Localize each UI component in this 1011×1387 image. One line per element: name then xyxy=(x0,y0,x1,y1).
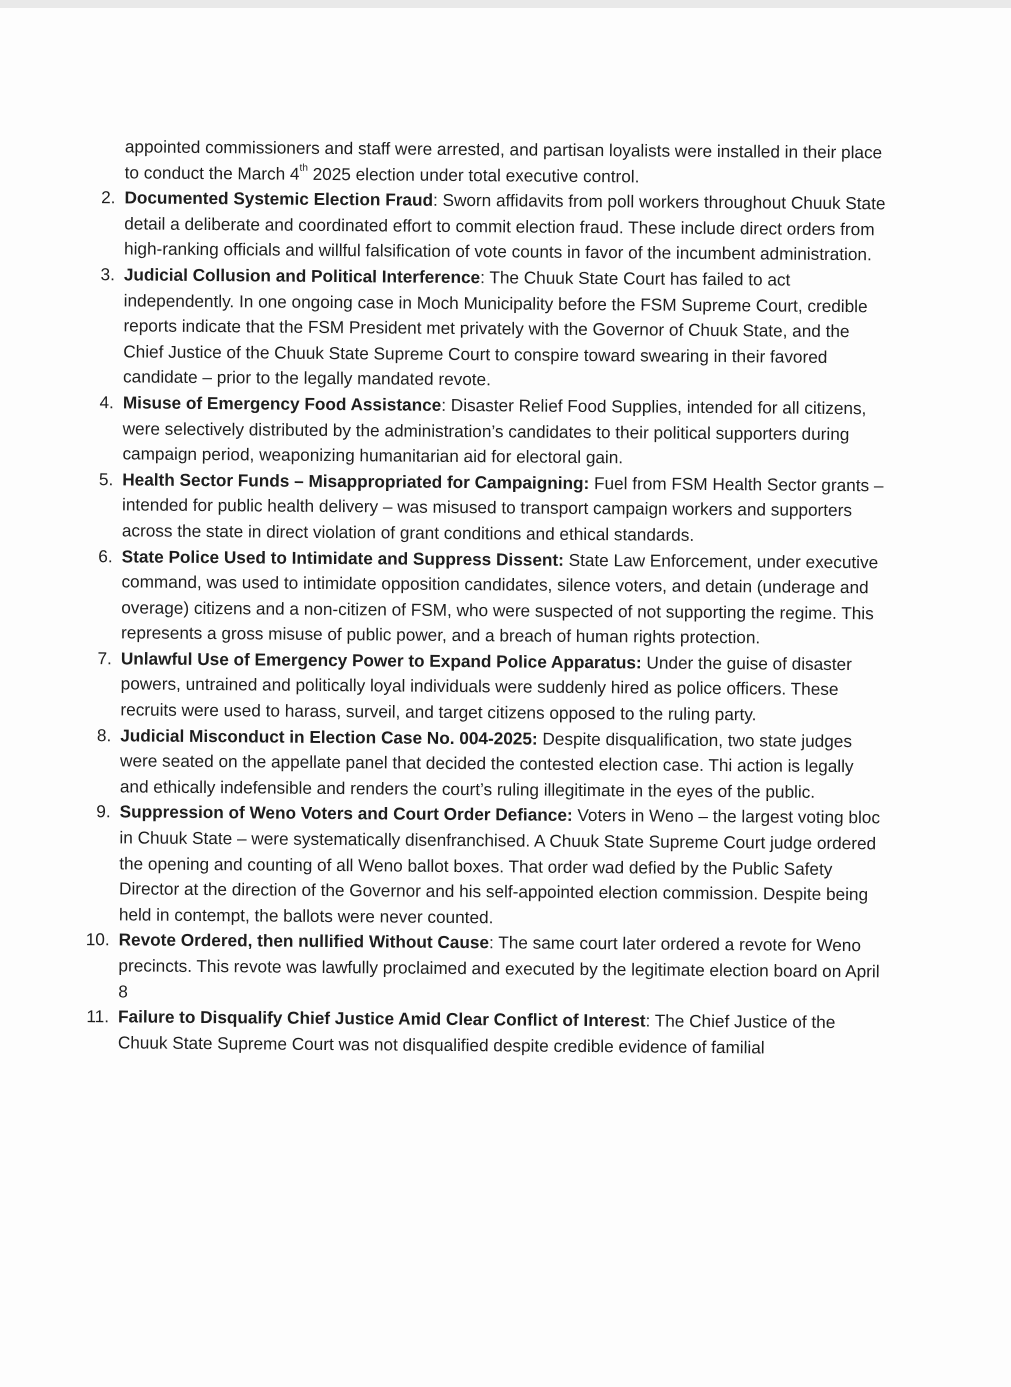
item-heading: State Police Used to Intimidate and Suppress Dissent: xyxy=(121,545,564,570)
continuation-paragraph xyxy=(125,134,888,191)
list-item xyxy=(73,646,884,729)
item-text: Voters in Weno – the largest voting bloc in Chuuk State – were systematically disenfranchised. A Chuuk State Supreme Court judge ordered the opening and counting of all Weno ballot boxes. That order wad defied by the Public Safety Director at the direction of the Governor and his self-appointed election commission. Despite being held in contempt, the ballots were never counted. xyxy=(118,805,881,928)
item-text: : The Chuuk State Court has failed to act independently. In one ongoing case in Moch Municipality before the FSM Supreme Court, credible reports indicate that the FSM President met privately with the Governor of Chuuk State, and the Chief Justice of the Chuuk State Supreme Court to conspire toward swearing in their favored candidate – prior to the legally mandated revote. xyxy=(123,267,868,390)
allegations-list xyxy=(71,185,888,1062)
item-number: 7. xyxy=(97,648,112,669)
item-heading: Documented Systemic Election Fraud xyxy=(124,187,434,210)
item-number: 9. xyxy=(96,801,111,822)
list-item xyxy=(75,467,886,550)
item-number: 11. xyxy=(86,1006,110,1027)
item-number: 4. xyxy=(99,392,114,413)
item-number: 10. xyxy=(85,929,110,950)
list-item xyxy=(71,927,882,1010)
item-number: 3. xyxy=(100,264,115,285)
item-number: 8. xyxy=(96,724,112,745)
list-item xyxy=(76,262,887,396)
item-heading: Unlawful Use of Emergency Power to Expand Police Apparatus: xyxy=(120,648,642,673)
item-number: 6. xyxy=(98,545,113,566)
item-number: 5. xyxy=(98,468,114,490)
list-item xyxy=(73,723,884,806)
item-text: Despite disqualification, two state judges were seated on the appellate panel that decided the contested election case. Thi action is legally and ethically indefensible and renders the court’s ruling illegitimate in the eyes of the public. xyxy=(119,728,854,802)
list-item xyxy=(74,543,885,652)
item-number: 2. xyxy=(101,187,116,208)
item-text: Under the guise of disaster powers, untrained and politically loyal individuals were suddenly hired as police officers. These recruits were used to harass, surveil, and target citizens opposed to the ruling party. xyxy=(120,652,852,725)
item-text: : Disaster Relief Food Supplies, intended for all citizens, were selectively distributed by the administration’s candidates to their political supporters during campaign period, weaponizing humanitarian aid for electoral gain. xyxy=(122,394,867,468)
item-heading: Misuse of Emergency Food Assistance xyxy=(122,392,442,415)
item-heading: Failure to Disqualify Chief Justice Amid Clear Conflict of Interest xyxy=(117,1006,646,1031)
item-heading: Suppression of Weno Voters and Court Order Defiance: xyxy=(119,801,573,826)
item-text: : The same court later ordered a revote for Weno precincts. This revote was lawfully proclaimed and executed by the legitimate election board on April 8 xyxy=(118,932,880,1002)
item-text: : Sworn affidavits from poll workers throughout Chuuk State detail a deliberate and coordinated effort to commit election fraud. These include direct orders from high-ranking officials and willful falsification of vote counts in favor of the incumbent administration. xyxy=(124,189,886,265)
list-item xyxy=(77,185,888,268)
item-heading: Revote Ordered, then nullified Without Cause xyxy=(118,929,490,953)
item-text: State Law Enforcement, under executive command, was used to intimidate opposition candidates, silence voters, and detain (underage and overage) citizens and a non-citizen of FSM, who were suspected of not supporting the regime. This represents a gross misuse of public power, and a breach of human rights protection. xyxy=(121,549,879,648)
item-heading: Judicial Collusion and Political Interference xyxy=(123,264,481,288)
list-item xyxy=(71,1004,881,1062)
document-body xyxy=(71,134,888,1062)
top-edge-band xyxy=(0,0,1011,8)
list-item xyxy=(75,390,886,473)
item-text: : The Chief Justice of the Chuuk State Supreme Court was not disqualified despite credible evidence of familial xyxy=(117,1010,836,1058)
item-text: Fuel from FSM Health Sector grants – intended for public health delivery – was misused to transport campaign workers and supporters across the state in direct violation of grant conditions and ethical standards. xyxy=(121,472,884,545)
item-heading: Judicial Misconduct in Election Case No. 004-2025: xyxy=(120,725,538,749)
item-heading: Health Sector Funds – Misappropriated for Campaigning: xyxy=(122,469,590,493)
continuation-text: appointed commissioners and staff were arrested, and partisan loyalists were installed in their place to conduct the March 4 xyxy=(124,136,883,184)
continuation-text-end: 2025 election under total executive control. xyxy=(307,163,640,187)
list-item xyxy=(72,799,883,933)
scanned-page xyxy=(0,8,1011,1387)
continuation-superscript: th xyxy=(299,162,308,174)
